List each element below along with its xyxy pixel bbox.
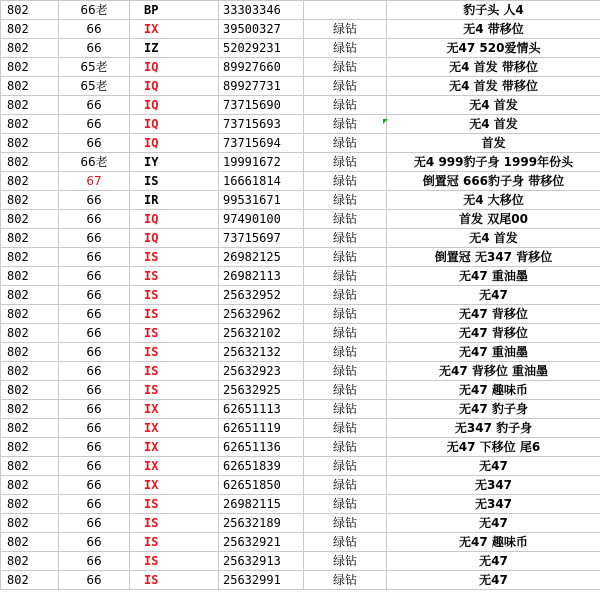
- cell-serial-number[interactable]: 25632952: [219, 286, 304, 305]
- cell-description[interactable]: 无47: [387, 286, 600, 305]
- cell-type[interactable]: 绿钻: [304, 248, 387, 267]
- cell-grade[interactable]: 66: [59, 305, 130, 324]
- cell-prefix[interactable]: 802: [1, 286, 59, 305]
- cell-serial-number[interactable]: 62651839: [219, 457, 304, 476]
- table-row: [1, 210, 600, 229]
- cell-type[interactable]: 绿钻: [304, 476, 387, 495]
- cell-serial-number[interactable]: 16661814: [219, 172, 304, 191]
- cell-description[interactable]: 无47 背移位: [387, 324, 600, 343]
- table-row: [1, 58, 600, 77]
- table-row: [1, 229, 600, 248]
- cell-grade[interactable]: 66老: [59, 1, 130, 20]
- table-row: [1, 286, 600, 305]
- cell-type[interactable]: 绿钻: [304, 153, 387, 172]
- cell-prefix[interactable]: 802: [1, 210, 59, 229]
- table-row: [1, 343, 600, 362]
- cell-type[interactable]: 绿钻: [304, 286, 387, 305]
- cell-series-code[interactable]: IQ: [130, 96, 219, 115]
- cell-grade[interactable]: 66: [59, 267, 130, 286]
- cell-prefix[interactable]: 802: [1, 533, 59, 552]
- table-row: [1, 476, 600, 495]
- cell-prefix[interactable]: 802: [1, 39, 59, 58]
- cell-prefix[interactable]: 802: [1, 248, 59, 267]
- cell-serial-number[interactable]: 39500327: [219, 20, 304, 39]
- cell-type[interactable]: 绿钻: [304, 419, 387, 438]
- cell-grade[interactable]: 66: [59, 343, 130, 362]
- cell-type[interactable]: 绿钻: [304, 172, 387, 191]
- cell-description[interactable]: 首发 双尾00: [387, 210, 600, 229]
- cell-description[interactable]: 无47 重油墨: [387, 267, 600, 286]
- cell-type[interactable]: 绿钻: [304, 267, 387, 286]
- cell-serial-number[interactable]: 97490100: [219, 210, 304, 229]
- table-row: [1, 552, 600, 571]
- cell-description[interactable]: 无347: [387, 476, 600, 495]
- cell-grade[interactable]: 66: [59, 552, 130, 571]
- table-row: [1, 305, 600, 324]
- cell-prefix[interactable]: 802: [1, 457, 59, 476]
- cell-prefix[interactable]: 802: [1, 305, 59, 324]
- cell-grade[interactable]: 66: [59, 39, 130, 58]
- cell-description[interactable]: 无47 下移位 尾6: [387, 438, 600, 457]
- cell-series-code[interactable]: IY: [130, 153, 219, 172]
- cell-grade[interactable]: 66: [59, 495, 130, 514]
- table-row: [1, 96, 600, 115]
- cell-series-code[interactable]: IQ: [130, 134, 219, 153]
- cell-series-code[interactable]: IS: [130, 514, 219, 533]
- cell-series-code[interactable]: IR: [130, 191, 219, 210]
- cell-prefix[interactable]: 802: [1, 77, 59, 96]
- cell-series-code[interactable]: IS: [130, 286, 219, 305]
- cell-prefix[interactable]: 802: [1, 438, 59, 457]
- cell-grade[interactable]: 66: [59, 476, 130, 495]
- cell-series-code[interactable]: IS: [130, 381, 219, 400]
- cell-grade[interactable]: 66老: [59, 153, 130, 172]
- cell-description[interactable]: 无4 首发: [387, 96, 600, 115]
- cell-type[interactable]: 绿钻: [304, 134, 387, 153]
- cell-series-code[interactable]: IS: [130, 324, 219, 343]
- table-row: [1, 533, 600, 552]
- cell-type[interactable]: 绿钻: [304, 438, 387, 457]
- cell-description[interactable]: 无4 带移位: [387, 20, 600, 39]
- cell-grade[interactable]: 66: [59, 362, 130, 381]
- cell-grade[interactable]: 66: [59, 229, 130, 248]
- cell-series-code[interactable]: IQ: [130, 77, 219, 96]
- cell-series-code[interactable]: IS: [130, 305, 219, 324]
- cell-prefix[interactable]: 802: [1, 571, 59, 590]
- cell-serial-number[interactable]: 25632132: [219, 343, 304, 362]
- table-row: [1, 248, 600, 267]
- cell-grade[interactable]: 66: [59, 571, 130, 590]
- cell-description[interactable]: 无47 背移位: [387, 305, 600, 324]
- cell-series-code[interactable]: IX: [130, 438, 219, 457]
- cell-prefix[interactable]: 802: [1, 362, 59, 381]
- cell-type[interactable]: 绿钻: [304, 210, 387, 229]
- cell-type[interactable]: 绿钻: [304, 533, 387, 552]
- cell-prefix[interactable]: 802: [1, 96, 59, 115]
- cell-description[interactable]: 豹子头 人4: [387, 1, 600, 20]
- cell-description[interactable]: 无4 首发 带移位: [387, 77, 600, 96]
- cell-prefix[interactable]: 802: [1, 552, 59, 571]
- cell-serial-number[interactable]: 26982113: [219, 267, 304, 286]
- table-body: [1, 1, 600, 590]
- cell-type[interactable]: 绿钻: [304, 457, 387, 476]
- cell-description[interactable]: 首发: [387, 134, 600, 153]
- cell-serial-number[interactable]: 62651113: [219, 400, 304, 419]
- cell-prefix[interactable]: 802: [1, 20, 59, 39]
- cell-grade[interactable]: 66: [59, 210, 130, 229]
- cell-prefix[interactable]: 802: [1, 400, 59, 419]
- cell-serial-number[interactable]: 73715697: [219, 229, 304, 248]
- table-row: [1, 457, 600, 476]
- cell-description[interactable]: 无47: [387, 571, 600, 590]
- cell-prefix[interactable]: 802: [1, 476, 59, 495]
- cell-series-code[interactable]: IS: [130, 343, 219, 362]
- cell-serial-number[interactable]: 25632923: [219, 362, 304, 381]
- cell-description[interactable]: 无4 首发 带移位: [387, 58, 600, 77]
- cell-serial-number[interactable]: 62651136: [219, 438, 304, 457]
- cell-series-code[interactable]: IX: [130, 419, 219, 438]
- cell-description[interactable]: 无347 豹子身: [387, 419, 600, 438]
- cell-grade[interactable]: 66: [59, 324, 130, 343]
- cell-serial-number[interactable]: 19991672: [219, 153, 304, 172]
- cell-grade[interactable]: 66: [59, 533, 130, 552]
- cell-type[interactable]: 绿钻: [304, 229, 387, 248]
- cell-description[interactable]: 无4 首发: [387, 229, 600, 248]
- cell-type[interactable]: 绿钻: [304, 514, 387, 533]
- cell-serial-number[interactable]: 62651119: [219, 419, 304, 438]
- cell-prefix[interactable]: 802: [1, 172, 59, 191]
- cell-serial-number[interactable]: 25632189: [219, 514, 304, 533]
- cell-type[interactable]: 绿钻: [304, 552, 387, 571]
- cell-series-code[interactable]: IS: [130, 172, 219, 191]
- cell-description[interactable]: 无47 重油墨: [387, 343, 600, 362]
- table-row: [1, 172, 600, 191]
- cell-serial-number[interactable]: 25632102: [219, 324, 304, 343]
- cell-grade[interactable]: 66: [59, 20, 130, 39]
- cell-serial-number[interactable]: 25632921: [219, 533, 304, 552]
- table-row: [1, 400, 600, 419]
- cell-serial-number[interactable]: 25632925: [219, 381, 304, 400]
- cell-serial-number[interactable]: 73715693: [219, 115, 304, 134]
- cell-series-code[interactable]: IQ: [130, 229, 219, 248]
- cell-series-code[interactable]: IX: [130, 400, 219, 419]
- table-row: [1, 1, 600, 20]
- cell-prefix[interactable]: 802: [1, 191, 59, 210]
- cell-prefix[interactable]: 802: [1, 115, 59, 134]
- comment-indicator-icon[interactable]: [383, 119, 388, 124]
- cell-series-code[interactable]: BP: [130, 1, 219, 20]
- cell-description[interactable]: 无47 豹子身: [387, 400, 600, 419]
- cell-series-code[interactable]: IS: [130, 552, 219, 571]
- cell-description[interactable]: 无47: [387, 514, 600, 533]
- cell-series-code[interactable]: IQ: [130, 115, 219, 134]
- cell-prefix[interactable]: 802: [1, 229, 59, 248]
- cell-grade[interactable]: 66: [59, 457, 130, 476]
- cell-type[interactable]: 绿钻: [304, 20, 387, 39]
- table-row: [1, 77, 600, 96]
- cell-grade[interactable]: 66: [59, 514, 130, 533]
- cell-description[interactable]: 无47 背移位 重油墨: [387, 362, 600, 381]
- cell-serial-number[interactable]: 26982115: [219, 495, 304, 514]
- cell-series-code[interactable]: IS: [130, 495, 219, 514]
- cell-prefix[interactable]: 802: [1, 514, 59, 533]
- table-row: [1, 134, 600, 153]
- cell-type[interactable]: 绿钻: [304, 96, 387, 115]
- cell-serial-number[interactable]: 25632962: [219, 305, 304, 324]
- cell-series-code[interactable]: IS: [130, 362, 219, 381]
- cell-prefix[interactable]: 802: [1, 381, 59, 400]
- cell-type[interactable]: 绿钻: [304, 400, 387, 419]
- cell-type[interactable]: 绿钻: [304, 362, 387, 381]
- cell-serial-number[interactable]: 73715690: [219, 96, 304, 115]
- cell-grade[interactable]: 66: [59, 115, 130, 134]
- table-row: [1, 324, 600, 343]
- cell-series-code[interactable]: IX: [130, 457, 219, 476]
- cell-serial-number[interactable]: 26982125: [219, 248, 304, 267]
- cell-serial-number[interactable]: 33303346: [219, 1, 304, 20]
- table-row: [1, 514, 600, 533]
- cell-type[interactable]: [304, 1, 387, 20]
- cell-type[interactable]: 绿钻: [304, 343, 387, 362]
- cell-series-code[interactable]: IS: [130, 248, 219, 267]
- table-row: [1, 362, 600, 381]
- cell-grade[interactable]: 66: [59, 438, 130, 457]
- cell-type[interactable]: 绿钻: [304, 305, 387, 324]
- cell-type[interactable]: 绿钻: [304, 58, 387, 77]
- cell-grade[interactable]: 66: [59, 96, 130, 115]
- cell-type[interactable]: 绿钻: [304, 77, 387, 96]
- cell-grade[interactable]: 65老: [59, 58, 130, 77]
- table-row: [1, 495, 600, 514]
- cell-prefix[interactable]: 802: [1, 343, 59, 362]
- cell-prefix[interactable]: 802: [1, 134, 59, 153]
- table-row: [1, 381, 600, 400]
- table-row: [1, 20, 600, 39]
- cell-serial-number[interactable]: 62651850: [219, 476, 304, 495]
- cell-prefix[interactable]: 802: [1, 58, 59, 77]
- cell-prefix[interactable]: 802: [1, 267, 59, 286]
- table-row: [1, 39, 600, 58]
- table-row: [1, 571, 600, 590]
- cell-serial-number[interactable]: 25632991: [219, 571, 304, 590]
- cell-description[interactable]: 无47: [387, 457, 600, 476]
- cell-serial-number[interactable]: 52029231: [219, 39, 304, 58]
- cell-prefix[interactable]: 802: [1, 324, 59, 343]
- cell-grade[interactable]: 66: [59, 286, 130, 305]
- cell-description[interactable]: 无347: [387, 495, 600, 514]
- cell-description[interactable]: 无47 趣味币: [387, 533, 600, 552]
- table-row: [1, 267, 600, 286]
- cell-serial-number[interactable]: 99531671: [219, 191, 304, 210]
- cell-description[interactable]: 倒置冠 666豹子身 带移位: [387, 172, 600, 191]
- cell-description[interactable]: 无4 首发: [387, 115, 600, 134]
- cell-series-code[interactable]: IS: [130, 533, 219, 552]
- cell-description[interactable]: 无4 大移位: [387, 191, 600, 210]
- cell-grade[interactable]: 66: [59, 134, 130, 153]
- cell-type[interactable]: 绿钻: [304, 324, 387, 343]
- cell-series-code[interactable]: IX: [130, 476, 219, 495]
- cell-type[interactable]: 绿钻: [304, 495, 387, 514]
- cell-series-code[interactable]: IS: [130, 267, 219, 286]
- cell-grade[interactable]: 66: [59, 191, 130, 210]
- cell-serial-number[interactable]: 25632913: [219, 552, 304, 571]
- cell-description[interactable]: 无47: [387, 552, 600, 571]
- cell-type[interactable]: 绿钻: [304, 39, 387, 58]
- cell-grade[interactable]: 66: [59, 400, 130, 419]
- cell-description[interactable]: 无47 趣味币: [387, 381, 600, 400]
- cell-series-code[interactable]: IZ: [130, 39, 219, 58]
- table-row: [1, 191, 600, 210]
- cell-prefix[interactable]: 802: [1, 495, 59, 514]
- cell-type[interactable]: 绿钻: [304, 381, 387, 400]
- cell-description[interactable]: 倒置冠 无347 背移位: [387, 248, 600, 267]
- cell-series-code[interactable]: IQ: [130, 58, 219, 77]
- cell-serial-number[interactable]: 73715694: [219, 134, 304, 153]
- table-row: [1, 153, 600, 172]
- table-row: [1, 438, 600, 457]
- cell-serial-number[interactable]: 89927731: [219, 77, 304, 96]
- cell-type[interactable]: 绿钻: [304, 571, 387, 590]
- table-row: [1, 115, 600, 134]
- cell-grade[interactable]: 67: [59, 172, 130, 191]
- cell-description[interactable]: 无4 999豹子身 1999年份头: [387, 153, 600, 172]
- cell-type[interactable]: 绿钻: [304, 191, 387, 210]
- cell-grade[interactable]: 66: [59, 248, 130, 267]
- cell-series-code[interactable]: IX: [130, 20, 219, 39]
- table-row: [1, 419, 600, 438]
- cell-series-code[interactable]: IQ: [130, 210, 219, 229]
- cell-description[interactable]: 无47 520爱情头: [387, 39, 600, 58]
- cell-grade[interactable]: 66: [59, 381, 130, 400]
- cell-prefix[interactable]: 802: [1, 153, 59, 172]
- cell-prefix[interactable]: 802: [1, 1, 59, 20]
- cell-type[interactable]: 绿钻: [304, 115, 387, 134]
- cell-serial-number[interactable]: 89927660: [219, 58, 304, 77]
- cell-prefix[interactable]: 802: [1, 419, 59, 438]
- cell-grade[interactable]: 66: [59, 419, 130, 438]
- cell-series-code[interactable]: IS: [130, 571, 219, 590]
- cell-grade[interactable]: 65老: [59, 77, 130, 96]
